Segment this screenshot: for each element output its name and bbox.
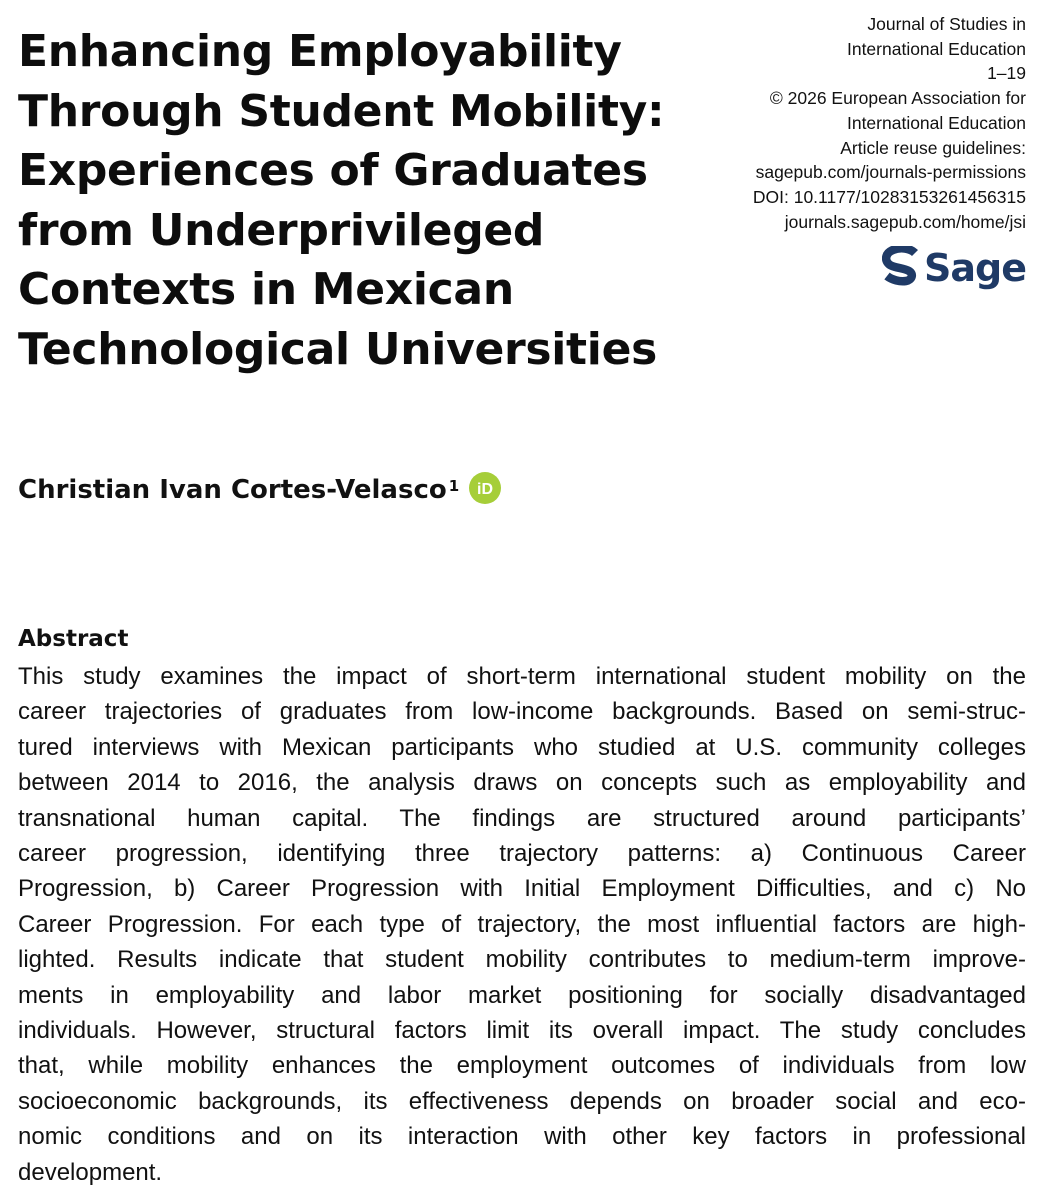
author-name: Christian Ivan Cortes-Velasco <box>18 475 447 505</box>
abstract-line: tured interviews with Mexican participants who studied at U.S. community colleges <box>18 733 1026 761</box>
abstract-line: ments in employability and labor market positioning for socially disadvantaged <box>18 981 1026 1009</box>
author-line <box>18 474 501 506</box>
abstract-line: that, while mobility enhances the employment outcomes of individuals from low <box>18 1052 1026 1080</box>
journal-name-line: International Education <box>846 38 1026 59</box>
abstract-line: individuals. However, structural factors limit its overall impact. The study concludes <box>18 1017 1026 1045</box>
abstract-body <box>18 659 1026 1190</box>
journal-name-line: Journal of Studies in <box>867 14 1026 34</box>
copyright-line: International Education <box>846 112 1026 133</box>
abstract-line: Career Progression. For each type of trajectory, the most influential factors are high- <box>18 910 1026 938</box>
abstract-line: transnational human capital. The findings are structured around participants’ <box>18 804 1026 832</box>
copyright-line: © 2026 European Association for <box>769 88 1026 109</box>
abstract-line: nomic conditions and on its interaction with other key factors in professional <box>18 1123 1026 1151</box>
page-range: 1–19 <box>987 63 1026 84</box>
journal-metadata <box>686 12 1026 234</box>
reuse-guidelines-label: Article reuse guidelines: <box>840 137 1026 158</box>
title-line: Technological Universities <box>18 323 658 375</box>
sage-logo <box>882 244 1026 292</box>
journal-homepage-link[interactable]: journals.sagepub.com/home/jsi <box>784 211 1026 232</box>
title-line: from Underprivileged <box>18 204 545 256</box>
doi[interactable]: DOI: 10.1177/10283153261456315 <box>752 186 1026 207</box>
article-title <box>18 22 718 379</box>
abstract-line: between 2014 to 2016, the analysis draws on concepts such as employability and <box>18 769 1026 797</box>
abstract-heading: Abstract <box>18 626 129 652</box>
abstract-line: career progression, identifying three trajectory patterns: a) Continuous Career <box>18 840 1026 868</box>
abstract-line: socioeconomic backgrounds, its effectiveness depends on broader social and eco- <box>18 1087 1026 1115</box>
abstract-line: career trajectories of graduates from low-income backgrounds. Based on semi-struc- <box>18 698 1026 726</box>
abstract-line: Progression, b) Career Progression with Initial Employment Difficulties, and c) No <box>18 875 1026 903</box>
orcid-label: iD <box>477 481 494 498</box>
abstract-line: lighted. Results indicate that student mobility contributes to medium-term improve- <box>18 946 1026 974</box>
sage-s-logo-icon <box>882 246 920 290</box>
abstract-line: development. <box>18 1158 163 1186</box>
orcid-icon[interactable] <box>469 472 501 504</box>
abstract-line: This study examines the impact of short-term international student mobility on the <box>18 663 1026 690</box>
title-line: Experiences of Graduates <box>18 145 648 196</box>
sage-logo-text: Sage <box>924 246 1026 290</box>
title-line: Through Student Mobility: <box>18 85 665 137</box>
affiliation-mark: 1 <box>448 477 460 495</box>
permissions-link[interactable]: sagepub.com/journals-permissions <box>755 162 1026 183</box>
title-line: Enhancing Employability <box>18 26 622 77</box>
title-line: Contexts in Mexican <box>18 264 514 315</box>
